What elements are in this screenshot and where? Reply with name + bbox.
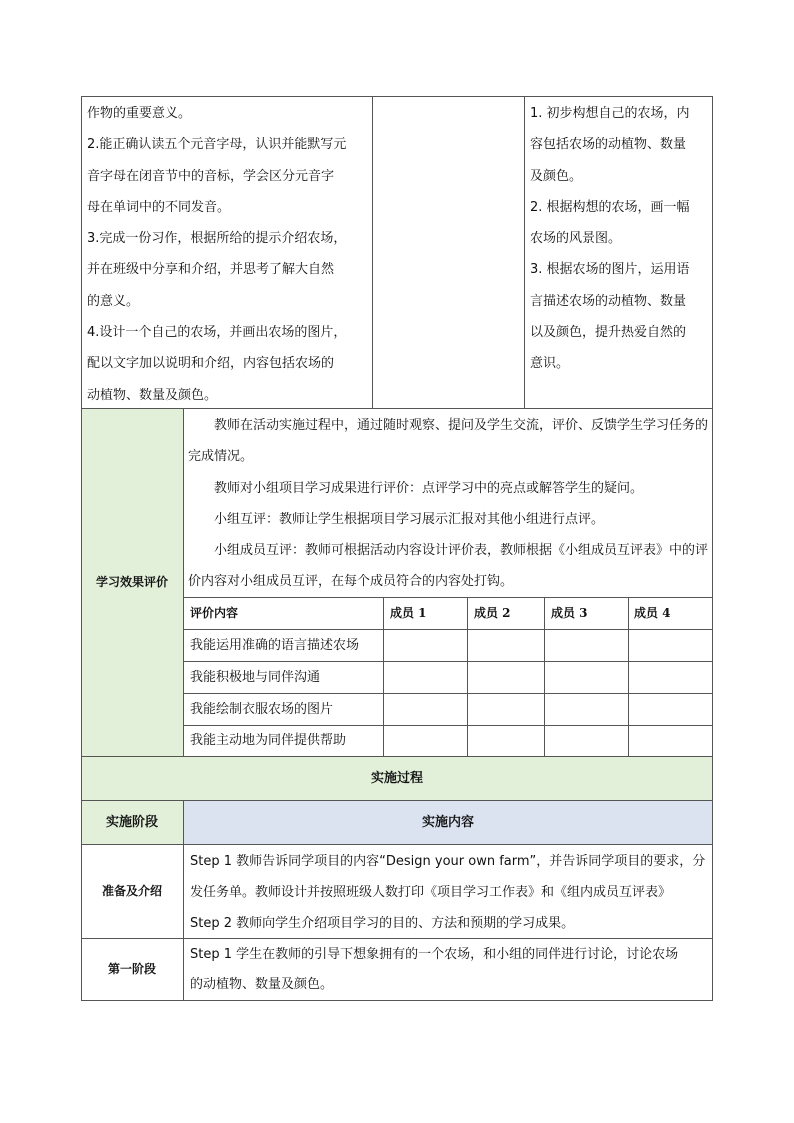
evaluation-paragraph: 教师对小组项目学习成果进行评价：点评学习中的亮点或解答学生的疑问。 <box>214 480 644 496</box>
content-header: 实施内容 <box>421 814 474 830</box>
task-line: 容包括农场的动植物、数量 <box>530 137 687 153</box>
stage-name-first: 第一阶段 <box>107 961 156 976</box>
table-border <box>183 408 184 756</box>
table-row-criterion: 我能绘制衣服农场的图片 <box>190 701 334 717</box>
table-border <box>81 96 713 97</box>
stage-content-line: Step 1 学生在教师的引导下想象拥有的一个农场，和小组的同伴进行讨论，讨论农场 <box>190 947 679 962</box>
evaluation-paragraph: 小组成员互评：教师可根据活动内容设计评价表，教师根据《小组成员互评表》中的评价内容对小组成员互评，在每个成员符合的内容处打钩。 <box>188 543 709 590</box>
table-border <box>183 725 713 726</box>
table-header-content: 评价内容 <box>190 605 239 620</box>
table-border <box>183 597 713 598</box>
table-border <box>544 597 545 756</box>
table-border <box>81 408 713 409</box>
table-row-criterion: 我能积极地与同伴沟通 <box>190 669 321 685</box>
evaluation-paragraph: 教师在活动实施过程中，通过随时观察、提问及学生交流，评价、反馈学生学习任务的完成情况。 <box>188 418 709 465</box>
task-line: 3. 根据农场的图片，运用语 <box>530 262 690 278</box>
objective-line: 2.能正确认读五个元音字母，认识并能默写元 <box>87 137 347 153</box>
stage-header: 实施阶段 <box>105 814 158 830</box>
table-border <box>81 1000 713 1001</box>
evaluation-text <box>188 410 710 598</box>
table-border <box>183 629 713 630</box>
table-border <box>183 693 713 694</box>
table-border <box>81 96 82 1001</box>
table-border <box>81 756 713 757</box>
objective-line: 音字母在闭音节中的音标，学会区分元音字 <box>87 168 335 184</box>
table-header-member-3: 成员 3 <box>551 605 588 620</box>
table-border <box>372 96 373 408</box>
stage-content-line: 发任务单。教师设计并按照班级人数打印《项目学习工作表》和《组内成员互评表》 <box>190 885 672 900</box>
task-line: 以及颜色，提升热爱自然的 <box>530 325 687 341</box>
objective-line: 4.设计一个自己的农场，并画出农场的图片， <box>87 325 347 341</box>
table-header-member-2: 成员 2 <box>474 605 511 620</box>
task-line: 及颜色。 <box>530 168 583 184</box>
task-line: 2. 根据构想的农场，画一幅 <box>530 199 690 215</box>
objective-line: 母在单词中的不同发音。 <box>87 199 231 215</box>
evaluation-label: 学习效果评价 <box>95 574 168 589</box>
stage-name-prep: 准备及介绍 <box>101 883 162 898</box>
tasks-cell <box>530 98 712 380</box>
objective-line: 并在班级中分享和介绍，并思考了解大自然 <box>87 262 335 278</box>
task-line: 1. 初步构想自己的农场，内 <box>530 106 690 121</box>
implementation-title: 实施过程 <box>370 770 423 786</box>
table-row-criterion: 我能运用准确的语言描述农场 <box>190 637 360 653</box>
stage-content-line: Step 1 教师告诉同学项目的内容“Design your own farm”，并告诉同学项目的要求，分 <box>190 854 706 869</box>
objective-line: 的意义。 <box>87 293 140 309</box>
objective-line: 动植物、数量及颜色。 <box>87 387 218 403</box>
table-border <box>81 800 713 801</box>
task-line: 农场的风景图。 <box>530 231 622 247</box>
objective-line: 配以文字加以说明和介绍，内容包括农场的 <box>87 356 335 372</box>
table-header-member-1: 成员 1 <box>390 605 427 620</box>
table-border <box>467 597 468 756</box>
task-line: 言描述农场的动植物、数量 <box>530 293 687 309</box>
table-border <box>183 800 184 1000</box>
table-row-criterion: 我能主动地为同伴提供帮助 <box>190 733 347 748</box>
table-header-member-4: 成员 4 <box>634 605 671 620</box>
evaluation-paragraph: 小组互评：教师让学生根据项目学习展示汇报对其他小组进行点评。 <box>214 511 605 527</box>
objectives-cell <box>87 98 371 411</box>
table-border <box>183 661 713 662</box>
table-border <box>712 96 713 1001</box>
table-border <box>383 597 384 756</box>
table-border <box>628 597 629 756</box>
table-border <box>81 844 713 845</box>
task-line: 意识。 <box>530 356 570 372</box>
table-border <box>81 938 713 939</box>
stage-content-line: Step 2 教师向学生介绍项目学习的目的、方法和预期的学习成果。 <box>190 916 575 931</box>
stage-content-prep <box>190 846 712 939</box>
stage-content-first <box>190 940 712 1000</box>
stage-content-line: 的动植物、数量及颜色。 <box>190 977 334 992</box>
objective-line: 作物的重要意义。 <box>87 106 192 121</box>
table-border <box>524 96 525 408</box>
objective-line: 3.完成一份习作，根据所给的提示介绍农场， <box>87 231 347 247</box>
